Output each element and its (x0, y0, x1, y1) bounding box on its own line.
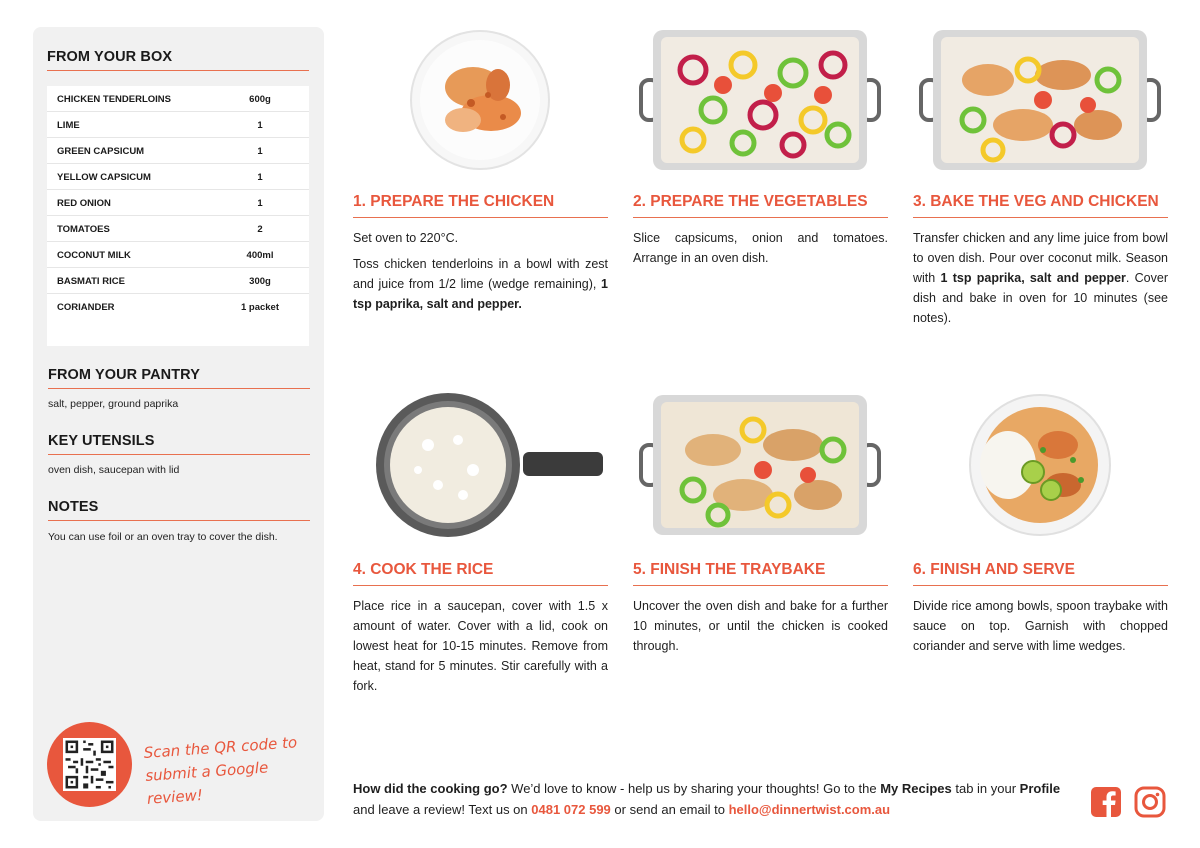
ingredients-table (47, 86, 309, 346)
step-6-image (913, 390, 1167, 540)
step-5-image (633, 390, 887, 540)
step-5-title: 5. FINISH THE TRAYBAKE (633, 561, 888, 586)
step-5-body (633, 596, 888, 662)
footer-text-4: or send an email to (610, 802, 729, 817)
step-1-text-2-bold: 1 tsp paprika, salt and pepper. (353, 277, 608, 311)
step-1-text-2 (353, 254, 608, 314)
from-your-box-title: FROM YOUR BOX (47, 49, 309, 71)
pantry-text: salt, pepper, ground paprika (48, 398, 179, 410)
ingredient-row (47, 294, 309, 320)
instagram-icon[interactable] (1134, 786, 1166, 818)
phone-link[interactable]: 0481 072 599 (531, 802, 611, 817)
utensils-text: oven dish, saucepan with lid (48, 464, 180, 476)
ingredient-name: BASMATI RICE (57, 276, 125, 287)
step-4-title: 4. COOK THE RICE (353, 561, 608, 586)
ingredient-name: LIME (57, 120, 80, 131)
ingredient-name: YELLOW CAPSICUM (57, 172, 151, 183)
step-1-title: 1. PREPARE THE CHICKEN (353, 193, 608, 218)
ingredient-row (47, 216, 309, 242)
profile-link[interactable]: Profile (1019, 781, 1061, 796)
notes-title: NOTES (48, 499, 310, 521)
step-3-text-bold: 1 tsp paprika, salt and pepper (940, 271, 1126, 285)
footer-text-2: tab in your (951, 781, 1020, 796)
step-3-text-b: . Cover dish and bake in oven for 10 minutes (see notes). (913, 271, 1168, 325)
ingredient-qty: 1 packet (240, 302, 280, 313)
ingredient-name: COCONUT MILK (57, 250, 131, 261)
qr-caption-line2: submit a Google review! (144, 758, 269, 808)
email-link[interactable]: hello@dinnertwist.com.au (728, 802, 891, 817)
step-6-title: 6. FINISH AND SERVE (913, 561, 1168, 586)
step-3-image (913, 25, 1167, 175)
ingredient-row (47, 268, 309, 294)
step-2-title: 2. PREPARE THE VEGETABLES (633, 193, 888, 218)
step-3-body (913, 228, 1168, 334)
ingredient-qty: 1 (257, 172, 263, 183)
ingredient-name: CHICKEN TENDERLOINS (57, 94, 172, 105)
step-4-text: Place rice in a saucepan, cover with 1.5 x amount of water. Cover with a lid, cook on lowest heat for 10-15 minutes. Remove from heat, stand for 5 minutes. Stir carefully with a fork. (353, 599, 608, 693)
ingredient-qty: 300g (249, 276, 271, 287)
step-3-title: 3. BAKE THE VEG AND CHICKEN (913, 193, 1168, 218)
sidebar (33, 27, 324, 821)
step-6-text: Divide rice among bowls, spoon traybake with sauce on top. Garnish with chopped coriander and serve with lime wedges. (913, 599, 1168, 653)
step-3-text (913, 228, 1168, 328)
ingredient-row (47, 242, 309, 268)
step-4-body (353, 596, 608, 702)
ingredient-row (47, 190, 309, 216)
qr-caption (143, 730, 317, 811)
key-utensils-title: KEY UTENSILS (48, 433, 310, 455)
ingredient-qty: 1 (257, 146, 263, 157)
ingredient-qty: 400ml (246, 250, 274, 261)
ingredient-name: CORIANDER (57, 302, 115, 313)
footer-text-3: and leave a review! Text us on (353, 802, 532, 817)
step-1-image (353, 25, 607, 175)
step-2-image (633, 25, 887, 175)
step-3-text-a: Transfer chicken and any lime juice from bowl to oven dish. Pour over coconut milk. Season with (913, 231, 1168, 285)
footer-text-1: We’d love to know - help us by sharing your thoughts! Go to the (507, 781, 881, 796)
step-4-image (353, 390, 607, 540)
ingredient-row (47, 86, 309, 112)
footer-question: How did the cooking go? (353, 781, 508, 796)
facebook-icon[interactable] (1090, 786, 1122, 818)
qr-badge (47, 722, 132, 807)
step-1-text-2a: Toss chicken tenderloins in a bowl with zest and juice from 1/2 lime (wedge remaining), (353, 257, 608, 291)
qr-code-icon[interactable] (63, 738, 116, 791)
qr-caption-line1: Scan the QR code to (143, 733, 298, 762)
ingredient-row (47, 164, 309, 190)
footer-message (353, 778, 1078, 820)
step-2-body (633, 228, 888, 274)
step-5-text: Uncover the oven dish and bake for a further 10 minutes, or until the chicken is cooked through. (633, 599, 888, 653)
notes-text: You can use foil or an oven tray to cover the dish. (48, 531, 278, 543)
ingredient-qty: 2 (257, 224, 263, 235)
ingredient-qty: 1 (257, 120, 263, 131)
ingredient-qty: 600g (249, 94, 271, 105)
from-your-pantry-title: FROM YOUR PANTRY (48, 367, 310, 389)
ingredient-name: TOMATOES (57, 224, 110, 235)
my-recipes-link[interactable]: My Recipes (880, 781, 952, 796)
step-2-text: Slice capsicums, onion and tomatoes. Arrange in an oven dish. (633, 231, 888, 265)
step-6-body (913, 596, 1168, 662)
step-1-text-1: Set oven to 220°C. (353, 231, 459, 245)
ingredient-qty: 1 (257, 198, 263, 209)
ingredient-row (47, 138, 309, 164)
ingredient-name: GREEN CAPSICUM (57, 146, 145, 157)
ingredient-row (47, 112, 309, 138)
ingredient-name: RED ONION (57, 198, 111, 209)
step-1-body (353, 228, 608, 320)
